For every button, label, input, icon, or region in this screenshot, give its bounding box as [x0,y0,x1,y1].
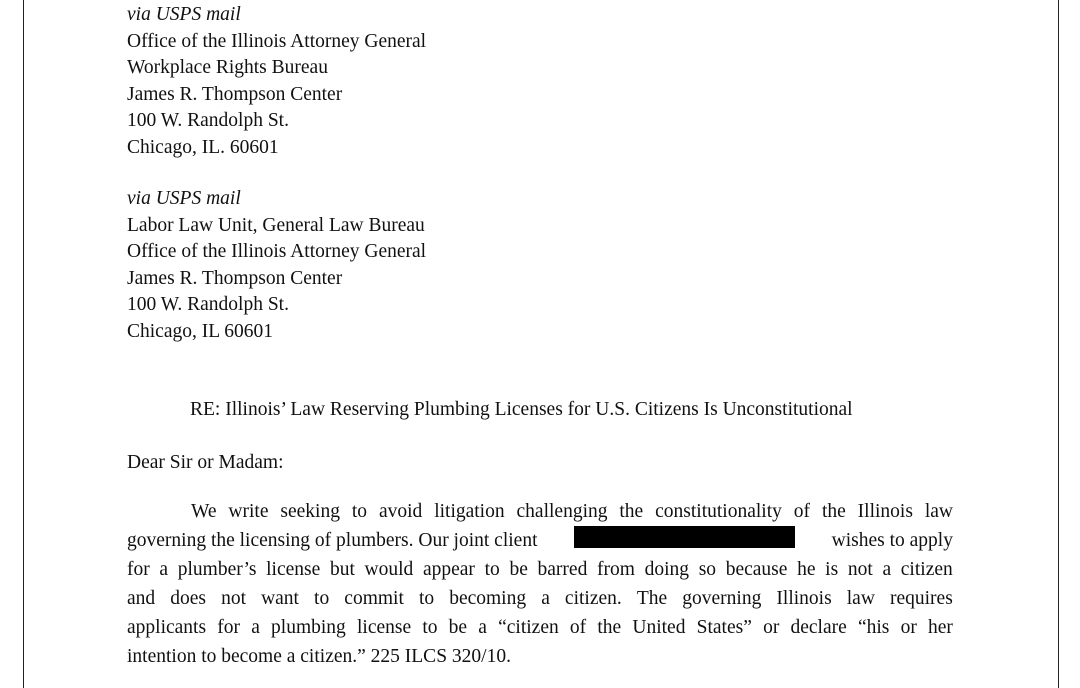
address-line: Office of the Illinois Attorney General [127,30,427,52]
word: or [900,617,917,638]
word: not [847,559,873,580]
word: United [632,617,686,638]
word: barred [537,559,588,580]
word: States” [696,617,752,638]
word: plumbing [271,617,346,638]
word: to [351,501,368,522]
word: not [221,588,246,609]
word: “his [857,617,890,638]
word: for [127,559,150,580]
address-line: Chicago, IL. 60601 [127,136,279,158]
subject-line: RE: Illinois’ Law Reserving Plumbing Licenses for U.S. Citizens Is Unconstitutional [190,399,853,420]
word: from [597,559,635,580]
word: be [448,617,468,638]
delivery-method: via USPS mail [127,188,241,209]
recipient-address-2 [127,186,426,345]
word: so [698,559,717,580]
word: does [170,588,206,609]
word: to [422,617,438,638]
address-line: Office of the Illinois Attorney General [127,241,427,262]
word: declare [790,617,847,638]
word: requires [889,588,953,609]
body-paragraph [127,497,953,671]
word: license [356,617,412,638]
word: plumber’s [177,559,257,580]
word: the [597,617,622,638]
word: the [821,501,846,522]
word: doing [644,559,690,580]
paragraph-line: intention to become a citizen.” 225 ILCS 320/10. [127,646,511,667]
word: be [509,559,528,580]
word: of [793,501,811,522]
paragraph-line [127,613,953,642]
word: because [725,559,788,580]
address-line: 100 W. Randolph St. [127,110,289,131]
word: and [127,588,156,609]
word: Illinois [857,501,913,522]
word: commit [344,588,404,609]
word: to [418,588,435,609]
word: citizen [900,559,953,580]
word: is [825,559,839,580]
word: law [924,501,953,522]
word: her [928,617,953,638]
word: a [541,588,550,609]
address-line: Chicago, IL 60601 [127,320,274,342]
word: challenging [516,501,608,522]
word: “citizen [498,617,559,638]
word: a [159,559,169,580]
word: governing [682,588,762,609]
word: The [636,588,668,609]
word: citizen. [564,588,622,609]
word: he [797,559,816,580]
word: a [478,617,487,638]
address-line: James R. Thompson Center [127,83,343,105]
client-line-start: governing the licensing of plumbers. Our joint client [127,530,538,551]
word: applicants [127,617,207,638]
address-line: 100 W. Randolph St. [127,294,289,315]
client-line-end: wishes to apply [831,530,953,551]
word: license [266,559,321,580]
address-line: Workplace Rights Bureau [127,57,328,78]
word: a [882,559,892,580]
paragraph-line [127,526,953,555]
word: litigation [434,501,505,522]
word: seeking [280,501,340,522]
word: avoid [378,501,423,522]
word: law [846,588,875,609]
recipient-address-1 [127,2,426,161]
word: a [251,617,260,638]
delivery-method: via USPS mail [127,4,241,25]
address-line: James R. Thompson Center [127,267,343,289]
word: would [364,559,414,580]
paragraph-line [127,584,953,613]
word: to [484,559,500,580]
address-line: Labor Law Unit, General Law Bureau [127,214,425,236]
word: but [329,559,355,580]
paragraph-line [127,555,953,584]
word: for [217,617,240,638]
word: appear [422,559,475,580]
word: becoming [449,588,527,609]
word: We [191,501,217,522]
word: the [619,501,644,522]
word: constitutionality [655,501,782,522]
word: Illinois [776,588,832,609]
word: want [261,588,299,609]
salutation: Dear Sir or Madam: [127,452,284,473]
word: or [763,617,780,638]
paragraph-line [127,497,953,526]
word: write [228,501,269,522]
word: to [314,588,330,609]
redaction-bar [574,526,795,548]
word: of [569,617,587,638]
